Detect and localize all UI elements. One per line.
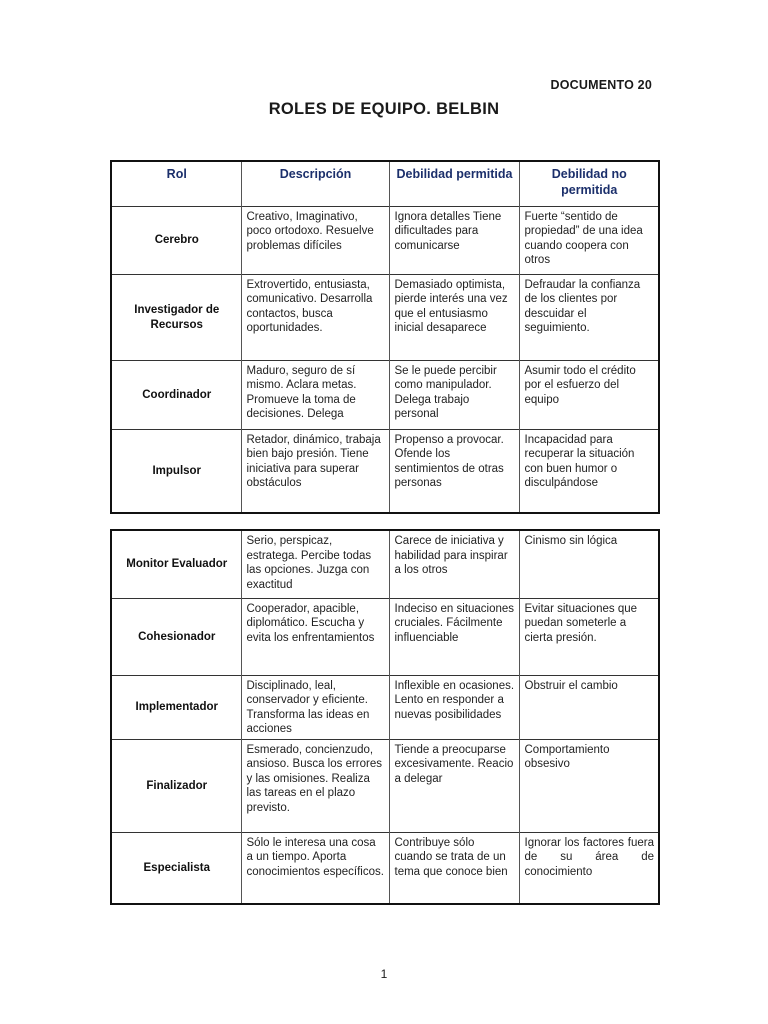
roles-table-part-2 [110, 529, 660, 905]
allowed-weakness: Indeciso en situaciones cruciales. Fácilmente influenciable [389, 598, 519, 675]
role-name: Investigador de Recursos [111, 274, 241, 360]
role-description: Extrovertido, entusiasta, comunicativo. Desarrolla contactos, busca oportunidades. [241, 274, 389, 360]
table-row [111, 429, 659, 513]
column-header-debilidad-no-permitida: Debilidad no permitida [519, 161, 659, 206]
not-allowed-weakness: Asumir todo el crédito por el esfuerzo del equipo [519, 360, 659, 429]
role-description: Disciplinado, leal, conservador y eficiente. Transforma las ideas en acciones [241, 675, 389, 739]
not-allowed-weakness: Fuerte “sentido de propiedad” de una idea cuando coopera con otros [519, 206, 659, 274]
table-row [111, 832, 659, 904]
allowed-weakness: Carece de iniciativa y habilidad para inspirar a los otros [389, 530, 519, 598]
not-allowed-weakness: Cinismo sin lógica [519, 530, 659, 598]
allowed-weakness: Se le puede percibir como manipulador. Delega trabajo personal [389, 360, 519, 429]
allowed-weakness: Propenso a provocar. Ofende los sentimientos de otras personas [389, 429, 519, 513]
role-name: Impulsor [111, 429, 241, 513]
role-name: Monitor Evaluador [111, 530, 241, 598]
not-allowed-weakness: Defraudar la confianza de los clientes por descuidar el seguimiento. [519, 274, 659, 360]
table-row [111, 206, 659, 274]
document-number: DOCUMENTO 20 [550, 78, 652, 92]
role-name: Coordinador [111, 360, 241, 429]
not-allowed-weakness: Ignorar los factores fuera de su área de conocimiento [519, 832, 659, 904]
allowed-weakness: Ignora detalles Tiene dificultades para comunicarse [389, 206, 519, 274]
table-row [111, 360, 659, 429]
not-allowed-weakness: Obstruir el cambio [519, 675, 659, 739]
column-header-descripcion: Descripción [241, 161, 389, 206]
column-header-rol: Rol [111, 161, 241, 206]
not-allowed-weakness: Incapacidad para recuperar la situación con buen humor o disculpándose [519, 429, 659, 513]
table-row [111, 530, 659, 598]
role-description: Maduro, seguro de sí mismo. Aclara metas. Promueve la toma de decisiones. Delega [241, 360, 389, 429]
allowed-weakness: Contribuye sólo cuando se trata de un tema que conoce bien [389, 832, 519, 904]
role-description: Retador, dinámico, trabaja bien bajo presión. Tiene iniciativa para superar obstáculos [241, 429, 389, 513]
table-row [111, 675, 659, 739]
roles-table-part-1 [110, 160, 660, 514]
document-title: ROLES DE EQUIPO. BELBIN [268, 100, 500, 118]
table-header-row [111, 161, 659, 206]
role-name: Implementador [111, 675, 241, 739]
table-row [111, 274, 659, 360]
allowed-weakness: Inflexible en ocasiones. Lento en responder a nuevas posibilidades [389, 675, 519, 739]
role-name: Finalizador [111, 739, 241, 832]
allowed-weakness: Demasiado optimista, pierde interés una vez que el entusiasmo inicial desaparece [389, 274, 519, 360]
role-name: Cohesionador [111, 598, 241, 675]
role-name: Cerebro [111, 206, 241, 274]
allowed-weakness: Tiende a preocuparse excesivamente. Reacio a delegar [389, 739, 519, 832]
not-allowed-weakness: Comportamiento obsesivo [519, 739, 659, 832]
role-description: Creativo, Imaginativo, poco ortodoxo. Resuelve problemas difíciles [241, 206, 389, 274]
role-description: Sólo le interesa una cosa a un tiempo. Aporta conocimientos específicos. [241, 832, 389, 904]
table-row [111, 598, 659, 675]
role-description: Esmerado, concienzudo, ansioso. Busca los errores y las omisiones. Realiza las tareas en el plazo previsto. [241, 739, 389, 832]
page-number: 1 [380, 967, 388, 981]
column-header-debilidad-permitida: Debilidad permitida [389, 161, 519, 206]
role-description: Cooperador, apacible, diplomático. Escucha y evita los enfrentamientos [241, 598, 389, 675]
not-allowed-weakness: Evitar situaciones que puedan someterle a cierta presión. [519, 598, 659, 675]
role-name: Especialista [111, 832, 241, 904]
role-description: Serio, perspicaz, estratega. Percibe todas las opciones. Juzga con exactitud [241, 530, 389, 598]
table-row [111, 739, 659, 832]
